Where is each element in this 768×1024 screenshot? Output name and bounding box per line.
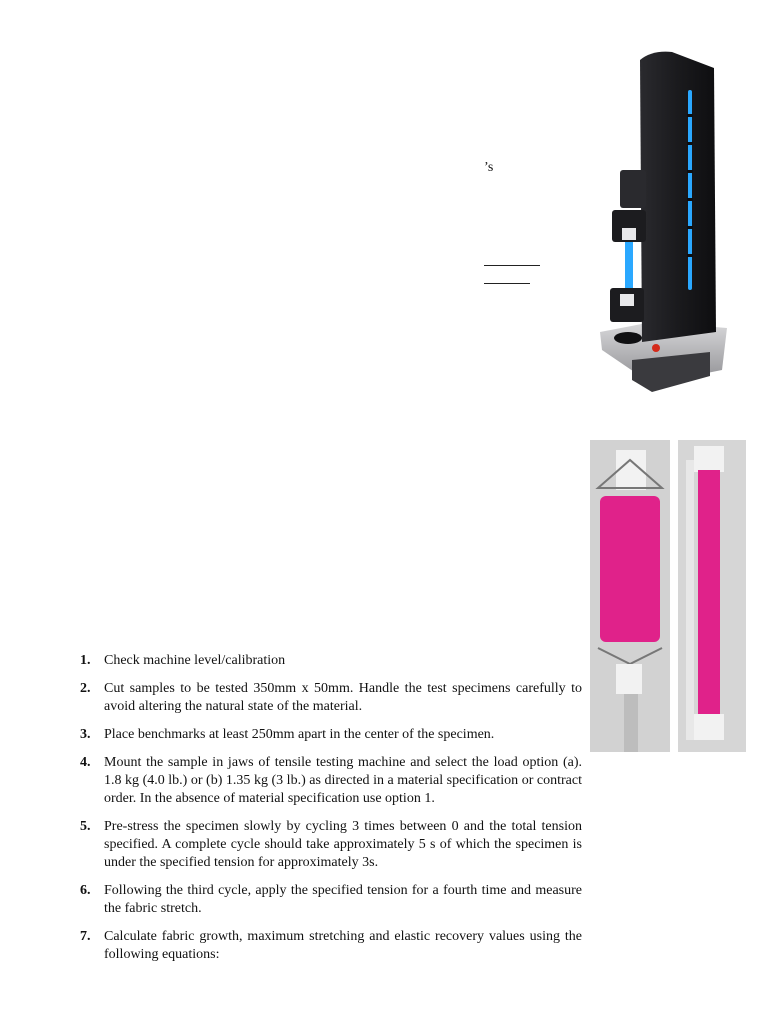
list-item [80, 726, 582, 744]
fabric-specimen-image [590, 440, 746, 752]
step-text: Cut samples to be tested 350mm x 50mm. Handle the test specimens carefully to avoid altering the natural state of the material. [104, 681, 582, 714]
step-number: 2. [80, 681, 91, 696]
list-item [80, 652, 582, 670]
list-item [80, 928, 582, 964]
step-number: 6. [80, 883, 91, 898]
list-item [80, 754, 582, 808]
step-number: 4. [80, 755, 91, 770]
step-text: Place benchmarks at least 250mm apart in the center of the specimen. [104, 727, 495, 742]
list-item [80, 680, 582, 716]
possessive-fragment: ’s [484, 160, 494, 175]
step-text: Mount the sample in jaws of tensile testing machine and select the load option (a). 1.8 kg (4.0 lb.) or (b) 1.35 kg (3 lb.) as directed in a material specification or contract order. In the absence of material specification use option 1. [104, 755, 582, 806]
underline-rule [484, 265, 540, 266]
led-strip [688, 90, 692, 290]
step-number: 7. [80, 929, 91, 944]
pink-fabric-sample [600, 496, 660, 642]
pink-fabric-strip [698, 470, 720, 714]
step-text: Following the third cycle, apply the specified tension for a fourth time and measure the fabric stretch. [104, 883, 582, 916]
underline-rule [484, 283, 530, 284]
procedure-steps [80, 652, 582, 974]
blue-specimen [625, 242, 633, 288]
step-text: Check machine level/calibration [104, 653, 286, 668]
list-item [80, 818, 582, 872]
emergency-stop-icon [652, 344, 660, 352]
tensile-machine-image [592, 50, 768, 400]
step-text: Pre-stress the specimen slowly by cycling 3 times between 0 and the total tension specified. A complete cycle should take approximately 5 s of which the specimen is under the specified tension for approximately 3s. [104, 819, 582, 870]
step-number: 1. [80, 653, 91, 668]
step-text: Calculate fabric growth, maximum stretching and elastic recovery values using the following equations: [104, 929, 582, 962]
step-number: 5. [80, 819, 91, 834]
list-item [80, 882, 582, 918]
step-number: 3. [80, 727, 91, 742]
